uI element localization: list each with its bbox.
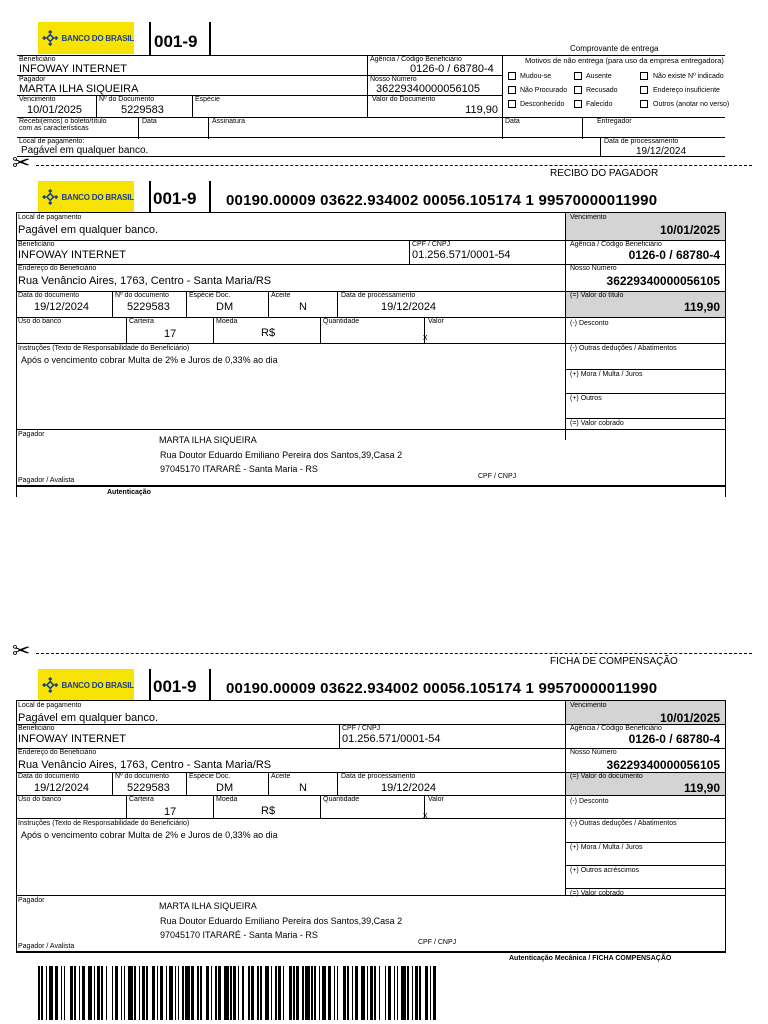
instrucoes-label: Instruções (Texto de Responsabilidade do Beneficiário)	[18, 820, 190, 827]
motivo-checkbox-desconhecido[interactable]	[508, 100, 516, 108]
pagador-nome: MARTA ILHA SIQUEIRA	[159, 901, 257, 911]
instrucao-text: Após o vencimento cobrar Multa de 2% e Juros de 0,33% ao dia	[21, 355, 278, 365]
slip-header-title: FICHA DE COMPENSAÇÃO	[550, 656, 678, 667]
motivo-checkbox-endereco-insuficiente[interactable]	[640, 86, 648, 94]
dr-nosso-numero-label: Nosso Número	[370, 76, 417, 83]
pagador-nome: MARTA ILHA SIQUEIRA	[159, 435, 257, 445]
moeda-value: R$	[261, 327, 276, 339]
aceite-value: N	[299, 782, 307, 794]
agencia-label: Agência / Código Beneficiário	[570, 725, 662, 732]
valor-cobrado-label: (=) Valor cobrado	[570, 420, 624, 427]
pagador-endereco-1: Rua Doutor Eduardo Emiliano Pereira dos Santos,39,Casa 2	[160, 916, 403, 926]
valor-value: x	[423, 810, 428, 820]
num-documento-value: 5229583	[127, 301, 170, 313]
motivo-checkbox-falecido[interactable]	[574, 100, 582, 108]
uso-banco-label: Uso do banco	[18, 796, 62, 803]
instrucao-text: Após o vencimento cobrar Multa de 2% e Juros de 0,33% ao dia	[21, 830, 278, 840]
pagador-avalista-label: Pagador / Avalista	[18, 943, 75, 950]
scissors-icon: ✂	[12, 639, 31, 664]
dr-recebi-label-2: com as características	[19, 125, 89, 132]
cpf-cnpj-label: CPF / CNPJ	[342, 725, 381, 732]
bank-code: 001-9	[153, 677, 197, 696]
dr-beneficiario-value: INFOWAY INTERNET	[19, 63, 127, 75]
moeda-value: R$	[261, 805, 276, 817]
motivo-checkbox-recusado[interactable]	[574, 86, 582, 94]
motivo-label: Recusado	[586, 87, 618, 94]
dr-local-pagamento-value: Pagável em qualquer banco.	[21, 145, 149, 156]
nosso-numero-value: 36229340000056105	[606, 758, 720, 772]
delivery-receipt-title: Comprovante de entrega	[570, 44, 659, 53]
dr-data2-label: Data	[505, 118, 520, 125]
pagador-endereco-1: Rua Doutor Eduardo Emiliano Pereira dos Santos,39,Casa 2	[160, 450, 403, 460]
carteira-value: 17	[164, 806, 177, 818]
endereco-label: Endereço do Beneficiário	[18, 265, 97, 272]
outras-deducoes-label: (-) Outras deduções / Abatimentos	[570, 345, 677, 352]
endereco-value: Rua Venâncio Aires, 1763, Centro - Santa Maria/RS	[18, 275, 272, 287]
desconto-label: (-) Desconto	[570, 798, 609, 805]
aceite-label: Aceite	[271, 292, 291, 299]
vencimento-label: Vencimento	[570, 214, 607, 221]
dr-num-documento-value: 5229583	[121, 104, 164, 116]
outras-deducoes-label: (-) Outras deduções / Abatimentos	[570, 820, 677, 827]
motivo-label: Não existe Nº indicado	[653, 73, 724, 80]
local-pagamento-value: Pagável em qualquer banco.	[18, 712, 159, 724]
quantidade-label: Quantidade	[323, 318, 360, 325]
num-documento-label: Nº do documento	[115, 773, 169, 780]
local-pagamento-value: Pagável em qualquer banco.	[18, 224, 159, 236]
dr-valor-documento-label: Valor do Documento	[372, 96, 436, 103]
dr-local-pagamento-label: Local de pagamento:	[19, 138, 85, 145]
motivo-label: Desconhecido	[520, 101, 565, 108]
instrucoes-label: Instruções (Texto de Responsabilidade do Beneficiário)	[18, 345, 190, 352]
especie-doc-value: DM	[216, 301, 234, 313]
motivos-title: Motivos de não entrega (para uso da empresa entregadora)	[525, 56, 724, 65]
valor-value: x	[423, 332, 428, 342]
especie-doc-value: DM	[216, 782, 234, 794]
boleto-barcode	[38, 966, 438, 1020]
barcode-bar	[436, 966, 439, 1020]
bank-logo	[38, 669, 134, 701]
slip-header-title: RECIBO DO PAGADOR	[550, 168, 659, 179]
motivo-checkbox-nao-existe[interactable]	[640, 72, 648, 80]
digitable-line[interactable]: 00190.00009 03622.934002 00056.105174 1 99570000011990	[226, 680, 658, 697]
pagador-endereco-2: 97045170 ITARARÉ - Santa Maria - RS	[160, 930, 318, 940]
pagador-label: Pagador	[18, 431, 45, 438]
cpf-cnpj-pagador-label: CPF / CNPJ	[418, 939, 457, 946]
cut-line	[36, 653, 752, 654]
data-processamento-label: Data de processamento	[341, 773, 416, 780]
carteira-label: Carteira	[129, 796, 154, 803]
digitable-line[interactable]: 00190.00009 03622.934002 00056.105174 1 99570000011990	[226, 192, 658, 209]
carteira-value: 17	[164, 328, 177, 340]
nosso-numero-label: Nosso Número	[570, 265, 617, 272]
carteira-label: Carteira	[129, 318, 154, 325]
endereco-label: Endereço do Beneficiário	[18, 749, 97, 756]
bank-name: BANCO DO BRASIL	[61, 680, 134, 690]
dr-agencia-label: Agência / Código Beneficiário	[370, 56, 462, 63]
data-processamento-value: 19/12/2024	[381, 301, 437, 313]
pagador-endereco-2: 97045170 ITARARÉ - Santa Maria - RS	[160, 464, 318, 474]
motivo-label: Não Procurado	[520, 87, 568, 94]
quantidade-label: Quantidade	[323, 796, 360, 803]
aceite-label: Aceite	[271, 773, 291, 780]
motivo-label: Falecido	[586, 101, 613, 108]
aceite-value: N	[299, 301, 307, 313]
motivo-label: Outros (anotar no verso)	[653, 101, 730, 108]
valor-label: Valor	[428, 318, 444, 325]
banco-do-brasil-logo-icon	[42, 674, 58, 696]
moeda-label: Moeda	[216, 318, 238, 325]
banco-do-brasil-logo-icon	[42, 186, 58, 208]
valor-cobrado-label: (=) Valor cobrado	[570, 890, 624, 897]
dr-agencia-value: 0126-0 / 68780-4	[410, 63, 494, 75]
beneficiario-label: Beneficiário	[18, 241, 55, 248]
vencimento-label: Vencimento	[570, 702, 607, 709]
dr-data-processamento-value: 19/12/2024	[636, 146, 687, 157]
cut-line	[36, 165, 752, 166]
scissors-icon: ✂	[12, 151, 31, 176]
beneficiario-label: Beneficiário	[18, 725, 55, 732]
dr-data-processamento-label: Data de processamento	[604, 138, 679, 145]
nosso-numero-value: 36229340000056105	[606, 274, 720, 288]
uso-banco-label: Uso do banco	[18, 318, 62, 325]
bank-name: BANCO DO BRASIL	[61, 192, 134, 202]
cpf-cnpj-value: 01.256.571/0001-54	[412, 249, 511, 261]
data-processamento-value: 19/12/2024	[381, 782, 437, 794]
motivo-checkbox-nao-procurado[interactable]	[508, 86, 516, 94]
especie-doc-label: Espécie Doc.	[189, 292, 231, 299]
bank-name: BANCO DO BRASIL	[61, 33, 134, 43]
mora-label: (+) Mora / Multa / Juros	[570, 371, 643, 378]
data-processamento-label: Data de processamento	[341, 292, 416, 299]
bank-logo	[38, 181, 134, 213]
valor-titulo-value: 119,90	[683, 781, 720, 795]
cpf-cnpj-value: 01.256.571/0001-54	[342, 733, 441, 745]
bank-code: 001-9	[154, 32, 198, 51]
motivo-label: Ausente	[586, 73, 612, 80]
banco-do-brasil-logo-icon	[42, 27, 58, 49]
autenticacao-label: Autenticação	[107, 489, 151, 496]
agencia-value: 0126-0 / 68780-4	[628, 248, 720, 262]
dr-entregador-label: Entregador	[597, 118, 632, 125]
cpf-cnpj-pagador-label: CPF / CNPJ	[478, 473, 517, 480]
endereco-value: Rua Venâncio Aires, 1763, Centro - Santa Maria/RS	[18, 759, 272, 771]
dr-especie-label: Espécie	[195, 96, 220, 103]
vencimento-value: 10/01/2025	[659, 711, 720, 725]
outros-label: (+) Outros	[570, 395, 602, 402]
beneficiario-value: INFOWAY INTERNET	[18, 733, 126, 745]
data-documento-value: 19/12/2024	[34, 301, 90, 313]
num-documento-value: 5229583	[127, 782, 170, 794]
beneficiario-value: INFOWAY INTERNET	[18, 249, 126, 261]
data-documento-value: 19/12/2024	[34, 782, 90, 794]
dr-assinatura-label: Assinatura	[212, 118, 246, 125]
valor-titulo-value: 119,90	[683, 300, 720, 314]
dr-pagador-value: MARTA ILHA SIQUEIRA	[19, 83, 139, 95]
agencia-label: Agência / Código Beneficiário	[570, 241, 662, 248]
moeda-label: Moeda	[216, 796, 238, 803]
data-documento-label: Data do documento	[18, 292, 80, 299]
vencimento-value: 10/01/2025	[659, 223, 720, 237]
local-pagamento-label: Local de pagamento	[18, 702, 82, 709]
motivo-checkbox-mudou-se[interactable]	[508, 72, 516, 80]
valor-label: Valor	[428, 796, 444, 803]
outros-label: (+) Outros acréscimos	[570, 867, 640, 874]
desconto-label: (-) Desconto	[570, 320, 609, 327]
dr-nosso-numero-value: 36229340000056105	[376, 83, 481, 95]
pagador-avalista-label: Pagador / Avalista	[18, 477, 75, 484]
mora-label: (+) Mora / Multa / Juros	[570, 844, 643, 851]
valor-titulo-label: (=) Valor do título	[570, 292, 624, 299]
pagador-label: Pagador	[18, 897, 45, 904]
num-documento-label: Nº do documento	[115, 292, 169, 299]
bank-logo	[38, 22, 134, 54]
dr-data-label: Data	[142, 118, 157, 125]
valor-titulo-label: (=) Valor do documento	[570, 773, 643, 780]
dr-recebi-label: Recebi(emos) o boleto/título	[19, 118, 107, 125]
nosso-numero-label: Nosso Número	[570, 749, 617, 756]
motivo-checkbox-ausente[interactable]	[574, 72, 582, 80]
cpf-cnpj-label: CPF / CNPJ	[412, 241, 451, 248]
dr-beneficiario-label: Beneficiário	[19, 56, 56, 63]
dr-valor-documento-value: 119,90	[465, 104, 498, 116]
agencia-value: 0126-0 / 68780-4	[628, 732, 720, 746]
dr-num-documento-label: Nº do Documento	[99, 96, 155, 103]
dr-pagador-label: Pagador	[19, 76, 46, 83]
autenticacao-mecanica-label: Autenticação Mecânica / FICHA COMPENSAÇÃO	[509, 955, 672, 962]
dr-vencimento-label: Vencimento	[19, 96, 56, 103]
local-pagamento-label: Local de pagamento	[18, 214, 82, 221]
dr-vencimento-value: 10/01/2025	[27, 104, 83, 116]
bank-code: 001-9	[153, 189, 197, 208]
motivo-checkbox-outros[interactable]	[640, 100, 648, 108]
motivo-label: Mudou-se	[520, 73, 552, 80]
especie-doc-label: Espécie Doc.	[189, 773, 231, 780]
data-documento-label: Data do documento	[18, 773, 80, 780]
motivo-label: Endereço insuficiente	[653, 87, 720, 94]
